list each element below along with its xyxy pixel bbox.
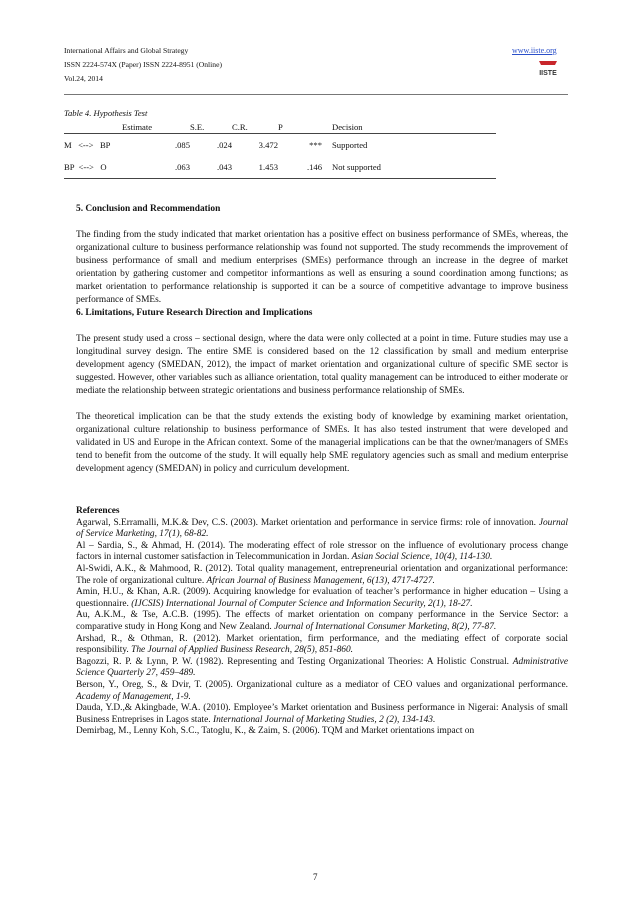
- table-cell: 1.453: [232, 156, 278, 179]
- reference-item: Berson, Y., Oreg, S., & Dvir, T. (2005). Organizational culture as a mediator of CEO values and organizational performance. Academy of Management, 1-9.: [76, 679, 568, 702]
- section-5-heading: 5. Conclusion and Recommendation: [76, 204, 221, 214]
- table-header-cell: Decision: [322, 121, 496, 134]
- table-cell: .146: [278, 156, 322, 179]
- section-6-paragraph-2: The theoretical implication can be that the study extends the existing body of knowledge by examining market orientation, organizational culture relationship to business performance of SMEs. It has also tested instrument that were developed and validated in US and Europe in the African context. Some of the managerial implications can be that the owner/managers of SMEs tend to benefit from the outcome of the study. It will equally help SME regulatory agencies such as small and medium enterprise development agency (SMEDAN) in policy and curriculum development.: [76, 412, 568, 474]
- references-heading: References: [76, 506, 120, 516]
- journal-name: International Affairs and Global Strategy: [64, 46, 189, 55]
- table-cell: 3.472: [258, 140, 278, 150]
- table-header-cell: C.R.: [232, 121, 278, 134]
- volume: Vol.24, 2014: [64, 74, 103, 83]
- reference-item: Al-Swidi, A.K., & Mahmood, R. (2012). Total quality management, entrepreneurial orientation and organizational performance: The role of organizational culture. African Journal of Business Management, 6(13), 4717-4727.: [76, 563, 568, 586]
- table-header-cell: [64, 121, 122, 134]
- body-sections: [76, 203, 568, 476]
- reference-item: Bagozzi, R. P. & Lynn, P. W. (1982). Representing and Testing Organizational Theories: A Holistic Construal. Administrative Science Quarterly 27, 459–489.: [76, 656, 568, 679]
- section-5-paragraph: The finding from the study indicated that market orientation has a positive effect on business performance of SMEs, whereas, the organizational culture to business performance relationship was found not supported. The study recommends the improvement of business performance of small and medium enterprises (SMEs) performance through an increase in the degree of market orientation by gathering customer and competitor informantions as well as ensuring a sound coordination among functions; as market orientation to performance relationship is supported it can be a source of competitive advantage to improve business performance of SMEs.: [76, 230, 568, 305]
- table-header-cell: S.E.: [190, 121, 232, 134]
- section-6-paragraph-1: The present study used a cross – sectional design, where the data were only collected at a point in time. Future studies may use a longitudinal survey design. The entire SME is considered based on the 12 classification by small and medium enterprise development agency (SMEDAN, 2012), the impact of market orientation and organizational culture of specific SME sector is suggested. However, other variables such as alliance orientation, total quality management can be introduced to either moderate or mediate the relationship between strategic orientations and business performance relationship of SMEs.: [76, 334, 568, 396]
- reference-item: Demirbag, M., Lenny Koh, S.C., Tatoglu, K., & Zaim, S. (2006). TQM and Market orientations impact on: [76, 726, 475, 737]
- table-cell: .024: [216, 140, 232, 150]
- page-number: 7: [313, 872, 318, 882]
- header-divider: [64, 94, 568, 95]
- table-cell: BP <--> O: [64, 156, 122, 179]
- table-cell: .085: [174, 140, 190, 150]
- reference-item: Au, A.K.M., & Tse, A.C.B. (1995). The effects of market orientation on company performance in the Service Sector: a comparative study in Hong Kong and New Zealand. Journal of International Consumer Marketing, 8(2), 77-87.: [76, 610, 568, 632]
- logo-text: IISTE: [539, 70, 557, 77]
- table-header-cell: P: [278, 121, 322, 134]
- iiste-logo: [537, 60, 559, 78]
- journal-url-link[interactable]: www.iiste.org: [512, 46, 557, 55]
- table-cell: .043: [190, 156, 232, 179]
- logo-swoosh-shape: [539, 61, 557, 65]
- reference-item: Agarwal, S.Erramalli, M.K.& Dev, C.S. (2003). Market orientation and performance in service firms: role of innovation. Journal of Service Marketing, 17(1), 68-82.: [76, 517, 568, 540]
- reference-item: Arshad, R., & Othman, R. (2012). Market orientation, firm performance, and the mediating effect of corporate social responsibility. The Journal of Applied Business Research, 28(5), 851-860.: [76, 633, 568, 656]
- table-header-cell: Estimate: [122, 121, 190, 134]
- table-caption: Table 4. Hypothesis Test: [64, 108, 148, 118]
- references: [76, 506, 568, 738]
- table-cell: ***: [309, 140, 322, 150]
- table-row: [64, 134, 496, 157]
- reference-item: Dauda, Y.D.,& Akingbade, W.A. (2010). Employee’s Market orientation and Business performance in Nigerai: Analysis of small Business Entreprises in Lagos state. International Journal of Marketing Studies, 2 (2), 134-143.: [76, 703, 568, 725]
- table-cell: .063: [122, 156, 190, 179]
- table-cell: M <--> BP: [64, 140, 111, 150]
- table-header-row: [64, 121, 496, 134]
- reference-item: Amin, H.U., & Khan, A.R. (2009). Acquiring knowledge for evaluation of teacher’s performance in higher education – Using a questionnaire. (IJCSIS) International Journal of Computer Science and Information Security, 2(1), 18-27.: [76, 587, 568, 609]
- hypothesis-table: [64, 121, 496, 179]
- table-cell: Supported: [332, 140, 368, 150]
- table-row: [64, 156, 496, 179]
- section-6-heading: 6. Limitations, Future Research Direction and Implications: [76, 308, 313, 318]
- reference-item: Al – Sardia, S., & Ahmad, H. (2014). The moderating effect of role stressor on the influence of evolutionary process change factors in internal customer satisfaction in Telecommunication in Jordan. Asian Social Science, 10(4), 114-130.: [76, 540, 568, 563]
- issn: ISSN 2224-574X (Paper) ISSN 2224-8951 (Online): [64, 60, 222, 69]
- table-cell: Not supported: [322, 156, 496, 179]
